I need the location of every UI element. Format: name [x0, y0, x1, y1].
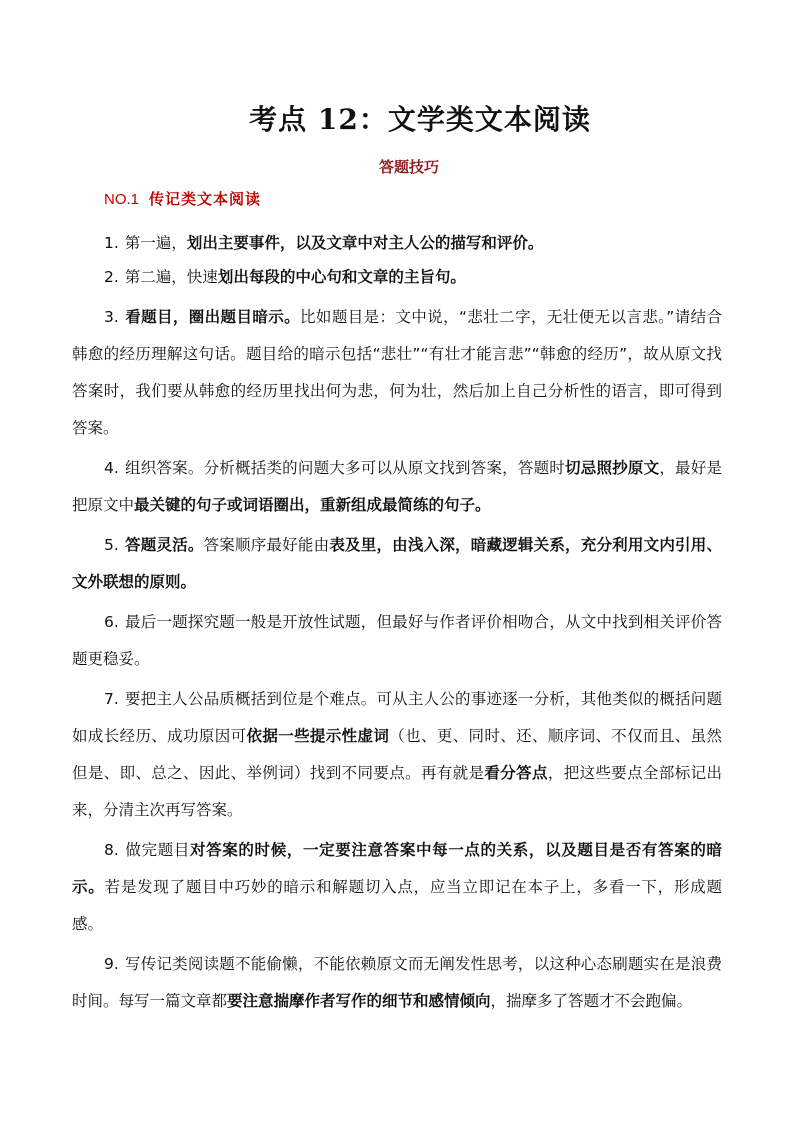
paragraph-number: 9.	[104, 955, 119, 973]
body-text-segment: ，揣摩多了答题才不会跑偏。	[490, 992, 693, 1010]
section-label: 传记类文本阅读	[149, 190, 262, 208]
paragraph-number: 8.	[104, 841, 119, 859]
body-text-segment: 做完题目	[124, 841, 190, 859]
subtitle: 答题技巧	[378, 158, 439, 176]
emphasis-text: 切忌照抄原文	[565, 459, 660, 477]
paragraph-6	[72, 604, 722, 678]
emphasis-text: 表及里，由浅入深，暗藏逻辑关系，充分利用文内引用、文外联想的原则。	[72, 536, 722, 591]
body-text-segment: 写传记类阅读题不能偷懒，不能依赖原文而无阐发性思考，以这种心态刷题实在是浪费时间。每写一篇文章都	[72, 955, 722, 1010]
paragraph-number: 3.	[104, 308, 119, 326]
paragraph-number: 1.	[104, 234, 119, 252]
paragraph-number: 7.	[104, 690, 119, 708]
body-text-segment: 组织答案。分析概括类的问题大多可以从原文找到答案，答题时	[124, 459, 566, 477]
paragraph-number: 5.	[104, 536, 119, 554]
section-heading	[104, 188, 261, 209]
emphasis-text: 依据一些提示性虚词	[246, 727, 390, 745]
page-title: 考点 12：文学类文本阅读	[249, 103, 591, 136]
emphasis-text: 划出每段的中心句和文章的主旨句。	[217, 268, 466, 286]
emphasis-text: 划出主要事件，以及文章中对主人公的描写和评价。	[186, 234, 544, 252]
emphasis-text: 要注意揣摩作者写作的细节和感情倾向	[227, 992, 491, 1010]
emphasis-text: 看题目，圈出题目暗示。	[124, 308, 301, 326]
section-number: NO.1	[104, 191, 140, 208]
body-text-segment: 要把主人公品质概括到位是个难点。可从主人公的事迹逐一分析，其他类似的概括问题如成长经历、成功原因可	[72, 690, 722, 745]
body-text-segment: 最后一题探究题一般是开放性试题，但最好与作者评价相吻合，从文中找到相关评价答题更稳妥。	[72, 613, 722, 668]
emphasis-text: 最关键的句子或词语圈出，重新组成最简练的句子。	[134, 496, 491, 514]
body-text-segment: 答案顺序最好能由	[203, 536, 330, 554]
emphasis-text: 答题灵活。	[124, 536, 204, 554]
emphasis-text: 对答案的时候，一定要注意答案中每一点的关系，以及题目是否有答案的暗示。	[72, 841, 722, 896]
body-text-segment: ，最好是把原文中	[72, 459, 722, 514]
body-text-segment: 第二遍，快速	[124, 268, 218, 286]
body-text	[72, 226, 722, 1023]
emphasis-text: 看分答点	[484, 764, 548, 782]
body-text-segment: （也、更、同时、还、顺序词、不仅而且、虽然但是、即、总之、因此、举例词）找到不同要点。再有就是	[72, 727, 722, 782]
paragraph-3	[72, 299, 722, 447]
body-text-segment: 若是发现了题目中巧妙的暗示和解题切入点，应当立即记在本子上，多看一下，形成题感。	[72, 878, 722, 933]
paragraph-4	[72, 450, 722, 524]
body-text-segment: ，把这些要点全部标记出来，分清主次再写答案。	[72, 764, 722, 819]
paragraph-1	[72, 226, 722, 260]
paragraph-5	[72, 527, 722, 601]
paragraph-number: 6.	[104, 613, 119, 631]
paragraph-number: 4.	[104, 459, 119, 477]
paragraph-9	[72, 946, 722, 1020]
paragraph-2	[72, 260, 722, 294]
body-text-segment: 比如题目是：文中说，“悲壮二字，无壮便无以言悲。”请结合韩愈的经历理解这句话。题目给的暗示包括“悲壮”“有壮才能言悲”“韩愈的经历”，故从原文找答案时，我们要从韩愈的经历里找出何为悲，何为壮，然后加上自己分析性的语言，即可得到答案。	[72, 308, 722, 437]
paragraph-8	[72, 832, 722, 943]
paragraph-number: 2.	[104, 268, 119, 286]
body-text-segment: 第一遍，	[124, 234, 187, 252]
paragraph-7	[72, 681, 722, 829]
